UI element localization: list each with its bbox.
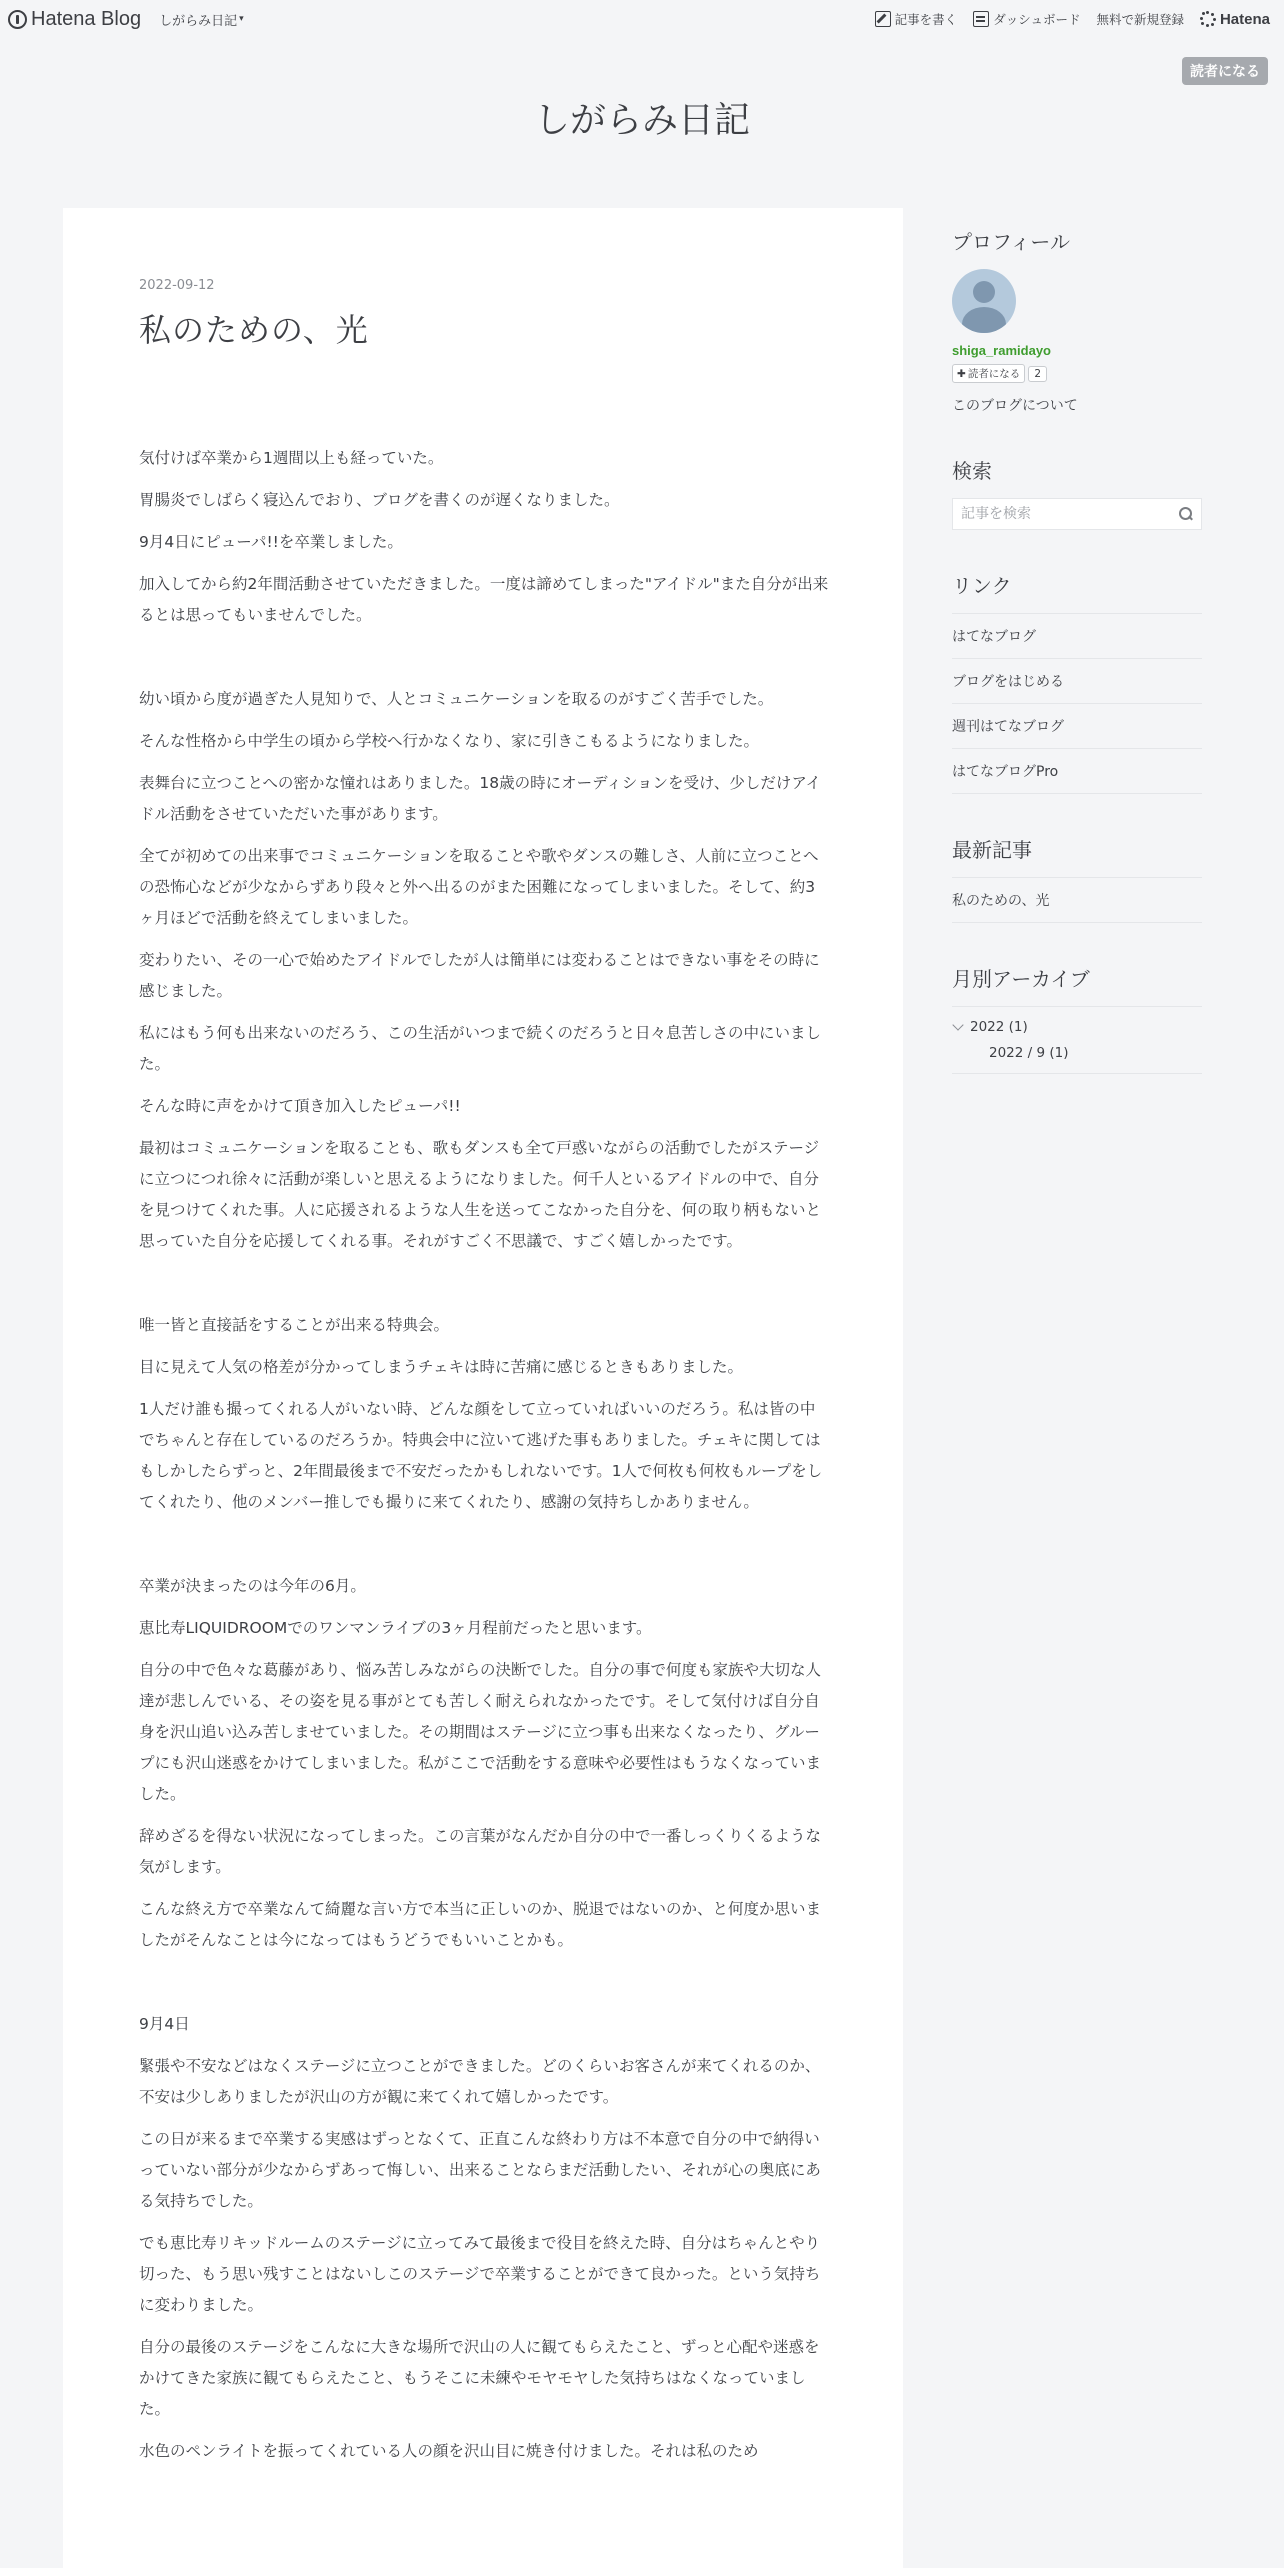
chevron-down-icon[interactable] bbox=[952, 1019, 963, 1030]
global-header bbox=[0, 0, 1284, 38]
entry-paragraph: 唯一皆と直接話をすることが出来る特典会。 bbox=[139, 1316, 450, 1334]
entry-paragraph: 幼い頃から度が過ぎた人見知りで、人とコミュニケーションを取るのがすごく苦手でした。 bbox=[139, 690, 774, 708]
entry-paragraph: 気付けば卒業から1週間以上も経っていた。 bbox=[139, 449, 444, 467]
entry-paragraph: 胃腸炎でしばらく寝込んでおり、ブログを書くのが遅くなりました。 bbox=[139, 491, 620, 509]
entry-paragraph: 全てが初めての出来事でコミュニケーションを取ることや歌やダンスの難しさ、人前に立つことへの恐怖心などが少なからずあり段々と外へ出るのがまた困難になってしまいました。そして、約3ヶ月ほどで活動を終えてしまいました。 bbox=[139, 847, 819, 927]
dashboard-label: ダッシュボード bbox=[993, 12, 1081, 27]
link-hatena-pro[interactable]: はてなブログPro bbox=[952, 749, 1202, 794]
signup-link[interactable] bbox=[1096, 10, 1184, 28]
search-title: 検索 bbox=[952, 459, 992, 483]
entry-paragraph: 水色のペンライトを振ってくれている人の顔を沢山目に焼き付けました。それは私のため bbox=[139, 2442, 759, 2460]
hatena-label: Hatena bbox=[1219, 10, 1270, 28]
profile-title: プロフィール bbox=[952, 230, 1070, 254]
pencil-icon bbox=[875, 11, 891, 27]
entry-paragraph: 表舞台に立つことへの密かな憧れはありました。18歳の時にオーディションを受け、少しだけアイドル活動をさせていただいた事があります。 bbox=[139, 774, 822, 823]
profile-module bbox=[952, 226, 1202, 415]
entry-paragraph: 自分の中で色々な葛藤があり、悩み苦しみながらの決断でした。自分の事で何度も家族や大切な人達が悲しんでいる、その姿を見る事がとても苦しく耐えられなかったです。そして気付けば自分自身を沢山追い込み苦しませていました。その期間はステージに立つ事も出来なくなったり、グループにも沢山迷惑をかけてしまいました。私がここで活動をする意味や必要性はもうなくなっていました。 bbox=[139, 1661, 822, 1803]
recent-entry-link[interactable]: 私のための、光 bbox=[952, 878, 1202, 923]
hatena-blog-logo[interactable] bbox=[8, 8, 141, 31]
entry-paragraph: 自分の最後のステージをこんなに大きな場所で沢山の人に観てもらえたこと、ずっと心配や迷惑をかけてきた家族に観てもらえたこと、もうそこに未練やモヤモヤした気持ちはなくなっていました。 bbox=[139, 2338, 820, 2418]
archive-year[interactable] bbox=[952, 1019, 1202, 1035]
dashboard-link[interactable] bbox=[973, 10, 1080, 28]
entry-paragraph: そんな時に声をかけて頂き加入したピューパ!! bbox=[139, 1097, 461, 1115]
caret-down-icon: ▾ bbox=[239, 14, 244, 24]
entry-paragraph: 目に見えて人気の格差が分かってしまうチェキは時に苦痛に感じるときもありました。 bbox=[139, 1358, 744, 1376]
brand-name: Hatena Blog bbox=[31, 7, 142, 30]
subscribe-small-label: 読者になる bbox=[967, 368, 1021, 380]
dashboard-icon bbox=[973, 11, 989, 27]
link-start-blog[interactable]: ブログをはじめる bbox=[952, 659, 1202, 704]
blank-line bbox=[139, 1268, 829, 1299]
entry-paragraph: こんな終え方で卒業なんて綺麗な言い方で本当に正しいのか、脱退ではないのか、と何度か思いましたがそんなことは今になってはもうどうでもいいことかも。 bbox=[139, 1900, 822, 1949]
links-title: リンク bbox=[952, 574, 1012, 598]
link-hatena-blog[interactable]: はてなブログ bbox=[952, 614, 1202, 659]
avatar[interactable] bbox=[952, 269, 1016, 333]
archive-month-link[interactable]: 2022 / 9 (1) bbox=[989, 1045, 1069, 1061]
hatena-dots-icon bbox=[1200, 11, 1216, 27]
entry-paragraph: 変わりたい、その一心で始めたアイドルでしたが人は簡単には変わることはできない事をその時に感じました。 bbox=[139, 951, 820, 1000]
subscriber-count[interactable]: 2 bbox=[1028, 366, 1047, 382]
entry-paragraph: 9月4日にピューパ!!を卒業しました。 bbox=[139, 533, 403, 551]
subscribe-button[interactable]: 読者になる bbox=[1182, 57, 1268, 85]
hatena-blog-logo-icon bbox=[8, 10, 27, 29]
recent-title: 最新記事 bbox=[952, 838, 1032, 862]
signup-label: 無料で新規登録 bbox=[1096, 12, 1184, 27]
archive-module bbox=[952, 963, 1202, 1074]
blog-menu[interactable] bbox=[159, 10, 244, 29]
entry-paragraph: 辞めざるを得ない状況になってしまった。この言葉がなんだか自分の中で一番しっくりくるような気がします。 bbox=[139, 1827, 822, 1876]
blog-menu-label: しがらみ日記 bbox=[159, 13, 238, 29]
sidebar bbox=[952, 208, 1202, 1114]
blank-line bbox=[139, 642, 829, 673]
subscribe-small-button[interactable] bbox=[952, 364, 1025, 383]
entry-date[interactable]: 2022-09-12 bbox=[139, 278, 215, 293]
write-entry-label: 記事を書く bbox=[894, 12, 958, 27]
search-box bbox=[952, 498, 1202, 530]
search-input[interactable] bbox=[961, 506, 1179, 522]
entry-paragraph: 私にはもう何も出来ないのだろう、この生活がいつまで続くのだろうと日々息苦しさの中にいました。 bbox=[139, 1024, 822, 1073]
entry-paragraph: そんな性格から中学生の頃から学校へ行かなくなり、家に引きこもるようになりました。 bbox=[139, 732, 760, 750]
entry-paragraph: この日が来るまで卒業する実感はずっとなくて、正直こんな終わり方は不本意で自分の中で納得いっていない部分が少なからずあって悔しい、出来ることならまだ活動したい、それが心の奥底にある気持ちでした。 bbox=[139, 2130, 821, 2210]
hatena-menu[interactable] bbox=[1200, 11, 1270, 28]
entry-paragraph: 最初はコミュニケーションを取ることも、歌もダンスも全て戸惑いながらの活動でしたがステージに立つにつれ徐々に活動が楽しいと思えるようになりました。何千人といるアイドルの中で、自分を見つけてくれた事。人に応援されるような人生を送ってこなかった自分を、何の取り柄もないと思っていた自分を応援してくれる事。それがすごく不思議で、すごく嬉しかったです。 bbox=[139, 1139, 822, 1250]
about-blog-link[interactable]: このブログについて bbox=[952, 398, 1078, 414]
plus-icon: ✚ bbox=[957, 367, 966, 380]
entry-paragraph: 恵比寿LIQUIDROOMでのワンマンライブの3ヶ月程前だったと思います。 bbox=[139, 1619, 652, 1637]
link-weekly-hatena[interactable]: 週刊はてなブログ bbox=[952, 704, 1202, 749]
entry-content bbox=[139, 443, 829, 2467]
blog-title[interactable]: しがらみ日記 bbox=[533, 100, 750, 141]
archive-title: 月別アーカイブ bbox=[952, 967, 1090, 991]
entry-paragraph: 緊張や不安などはなくステージに立つことができました。どのくらいお客さんが来てくれるのか、不安は少しありましたが沢山の方が観に来てくれて嬉しかったです。 bbox=[139, 2057, 821, 2106]
search-icon[interactable] bbox=[1179, 507, 1193, 521]
entry-title[interactable]: 私のための、光 bbox=[139, 311, 369, 349]
links-module bbox=[952, 570, 1202, 794]
write-entry-link[interactable] bbox=[875, 10, 958, 28]
search-module bbox=[952, 455, 1202, 530]
archive-year-label: 2022 (1) bbox=[970, 1019, 1028, 1035]
entry-paragraph: 1人だけ誰も撮ってくれる人がいない時、どんな顔をして立っていればいいのだろう。私は皆の中でちゃんと存在しているのだろうか。特典会中に泣いて逃げた事もありました。チェキに関してはもしかしたらずっと、2年間最後まで不安だったかもしれないです。1人で何枚も何枚もループをしてくれたり、他のメンバー推しでも撮りに来てくれたり、感謝の気持ちしかありません。 bbox=[139, 1400, 823, 1511]
blank-line bbox=[139, 1967, 829, 1998]
recent-module bbox=[952, 834, 1202, 923]
entry-paragraph: でも恵比寿リキッドルームのステージに立ってみて最後まで役目を終えた時、自分はちゃんとやり切った、もう思い残すことはないしこのステージで卒業することができて良かった。という気持ちに変わりました。 bbox=[139, 2234, 821, 2314]
profile-name[interactable]: shiga_ramidayo bbox=[952, 343, 1051, 358]
entry-article bbox=[63, 208, 903, 2568]
blank-line bbox=[139, 1529, 829, 1560]
entry-paragraph: 9月4日 bbox=[139, 2015, 190, 2033]
entry-paragraph: 卒業が決まったのは今年の6月。 bbox=[139, 1577, 366, 1595]
entry-paragraph: 加入してから約2年間活動させていただきました。一度は諦めてしまった"アイドル"また自分が出来るとは思ってもいませんでした。 bbox=[139, 575, 829, 624]
